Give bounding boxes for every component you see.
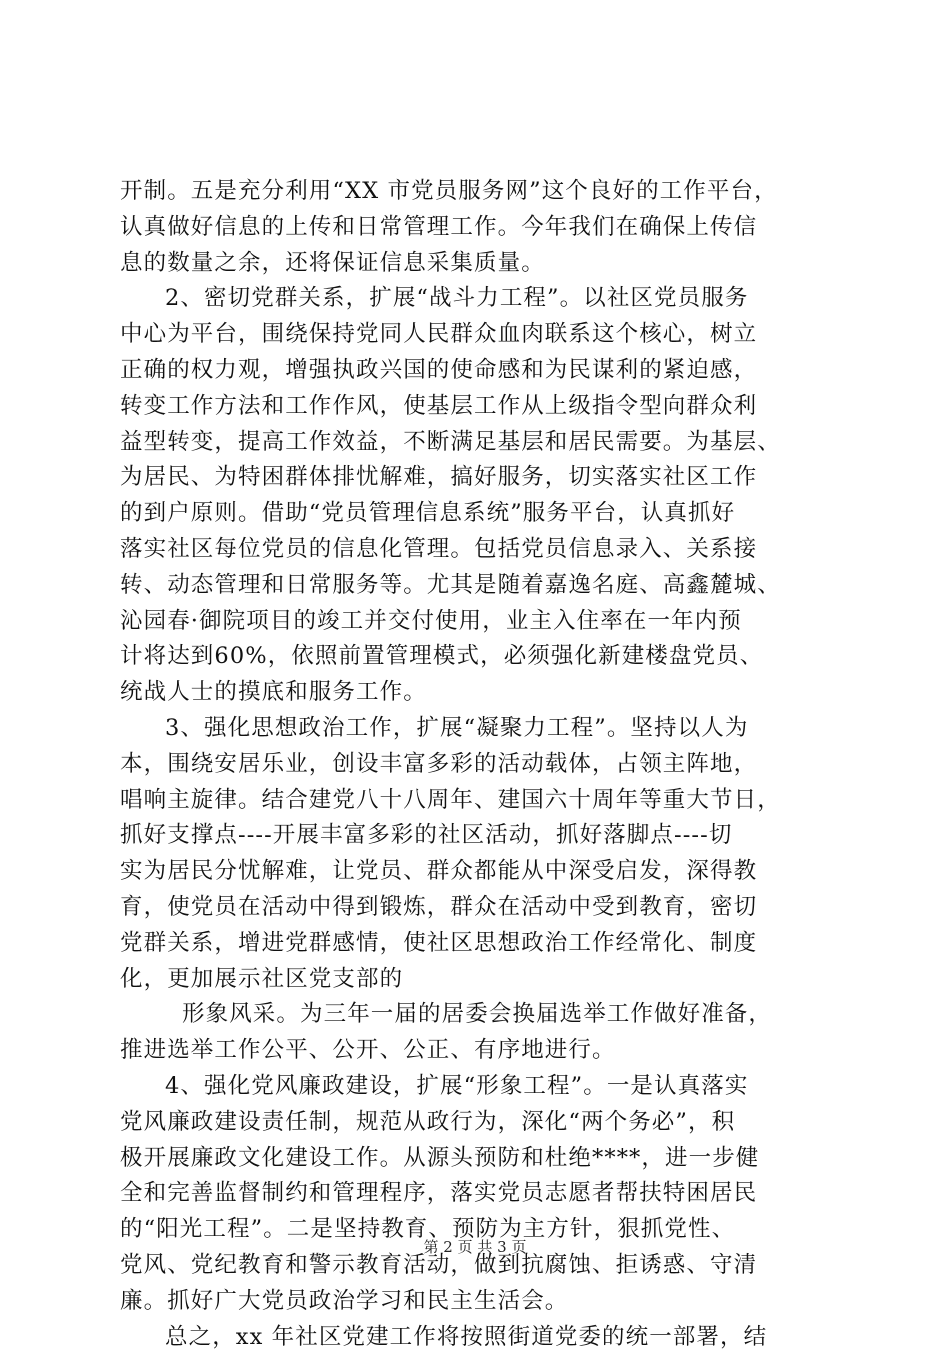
text-line: 实为居民分忧解难，让党员、群众都能从中深受启发，深得教 xyxy=(120,854,832,890)
text-line: 认真做好信息的上传和日常管理工作。今年我们在确保上传信 xyxy=(120,210,832,246)
text-line: 落实社区每位党员的信息化管理。包括党员信息录入、关系接 xyxy=(120,532,832,568)
text-line: 3、强化思想政治工作，扩展“凝聚力工程”。坚持以人为 xyxy=(120,711,832,747)
page-footer: 第 2 页 共 3 页 xyxy=(0,1236,950,1257)
text-line: 的“阳光工程”。二是坚持教育、预防为主方针，狠抓党性、 xyxy=(120,1212,832,1248)
text-line: 息的数量之余，还将保证信息采集质量。 xyxy=(120,246,832,282)
text-line: 开制。五是充分利用“XX 市党员服务网”这个良好的工作平台， xyxy=(120,174,832,210)
text-line: 党风、党纪教育和警示教育活动，做到抗腐蚀、拒诱惑、守清 xyxy=(120,1248,832,1284)
text-line: 的到户原则。借助“党员管理信息系统”服务平台，认真抓好 xyxy=(120,496,832,532)
text-line: 2、密切党群关系，扩展“战斗力工程”。以社区党员服务 xyxy=(120,281,832,317)
text-line: 为居民、为特困群体排忧解难，搞好服务，切实落实社区工作 xyxy=(120,460,832,496)
text-line: 益型转变，提高工作效益，不断满足基层和居民需要。为基层、 xyxy=(120,425,832,461)
text-line: 本，围绕安居乐业，创设丰富多彩的活动载体，占领主阵地， xyxy=(120,747,832,783)
text-line: 总之，xx 年社区党建工作将按照街道党委的统一部署，结 xyxy=(120,1320,832,1355)
text-line: 推进选举工作公平、公开、公正、有序地进行。 xyxy=(120,1033,832,1069)
text-line: 党群关系，增进党群感情，使社区思想政治工作经常化、制度 xyxy=(120,926,832,962)
text-line: 形象风采。为三年一届的居委会换届选举工作做好准备， xyxy=(120,997,832,1033)
text-line: 化，更加展示社区党支部的 xyxy=(120,962,832,998)
text-line: 4、强化党风廉政建设，扩展“形象工程”。一是认真落实 xyxy=(120,1069,832,1105)
text-line: 统战人士的摸底和服务工作。 xyxy=(120,675,832,711)
text-line: 育，使党员在活动中得到锻炼，群众在活动中受到教育，密切 xyxy=(120,890,832,926)
text-line: 廉。抓好广大党员政治学习和民主生活会。 xyxy=(120,1284,832,1320)
document-body xyxy=(120,174,832,1355)
text-line: 转、动态管理和日常服务等。尤其是随着嘉逸名庭、高鑫麓城、 xyxy=(120,568,832,604)
text-line: 党风廉政建设责任制，规范从政行为，深化“两个务必”，积 xyxy=(120,1105,832,1141)
text-line: 唱响主旋律。结合建党八十八周年、建国六十周年等重大节日， xyxy=(120,783,832,819)
text-line: 正确的权力观，增强执政兴国的使命感和为民谋利的紧迫感， xyxy=(120,353,832,389)
text-line: 中心为平台，围绕保持党同人民群众血肉联系这个核心，树立 xyxy=(120,317,832,353)
text-line: 计将达到60%，依照前置管理模式，必须强化新建楼盘党员、 xyxy=(120,639,832,675)
text-line: 全和完善监督制约和管理程序，落实党员志愿者帮扶特困居民 xyxy=(120,1176,832,1212)
text-line: 极开展廉政文化建设工作。从源头预防和杜绝****，进一步健 xyxy=(120,1141,832,1177)
text-line: 转变工作方法和工作作风，使基层工作从上级指令型向群众利 xyxy=(120,389,832,425)
text-line: 沁园春·御院项目的竣工并交付使用，业主入住率在一年内预 xyxy=(120,604,832,640)
text-line: 抓好支撑点----开展丰富多彩的社区活动，抓好落脚点----切 xyxy=(120,818,832,854)
